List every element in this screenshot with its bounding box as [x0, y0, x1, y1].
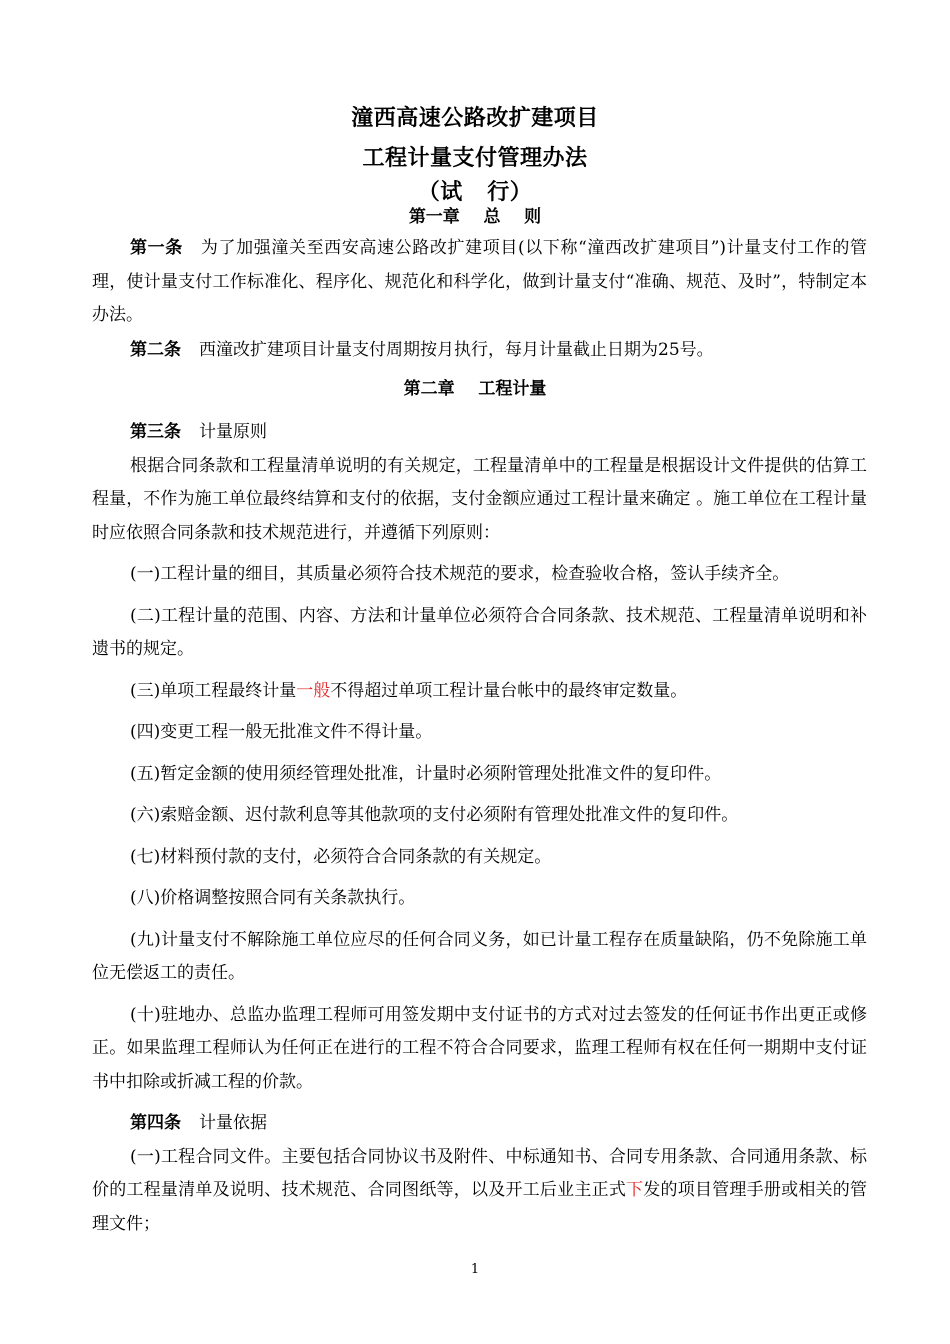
document-title-line2: 工程计量支付管理办法 — [362, 146, 588, 171]
article-1 — [92, 232, 867, 333]
article-2-label: 第二条 — [130, 339, 181, 360]
article-3 — [92, 416, 867, 450]
basis-item-1-text-a: (一)工程合同文件。主要包括合同协议书及附件、中标通知书、合同专用条款、合同通用条款、标价的工程量清单及说明、技术规范、合同图纸等，以及开工后业主正式 — [92, 1146, 867, 1200]
article-2-text: 西潼改扩建项目计量支付周期按月执行，每月计量截止日期为25号。 — [199, 339, 714, 360]
basis-item-1-text-b: 发的项目管理手册或相关的管理文件； — [92, 1180, 868, 1234]
chapter-1-heading: 第一章 总 则 — [408, 207, 542, 227]
document-title-trial: （试 行） — [417, 180, 533, 205]
article-3-intro: 根据合同条款和工程量清单说明的有关规定，工程量清单中的工程量是根据设计文件提供的估算工程量，不作为施工单位最终结算和支付的依据，支付金额应通过工程计量来确定 。施工单位在工程计量时应依照合同条款和技术规范进行，并遵循下列原则： — [92, 455, 867, 543]
article-4 — [92, 1107, 867, 1141]
page-number: 1 — [470, 1262, 480, 1277]
principle-item-3-text-b: 不得超过单项工程计量台帐中的最终审定数量。 — [330, 680, 688, 701]
article-2 — [92, 334, 867, 368]
principle-item-5: (五)暂定金额的使用须经管理处批准，计量时必须附管理处批准文件的复印件。 — [130, 763, 722, 784]
principle-item-1: (一)工程计量的细目，其质量必须符合技术规范的要求，检查验收合格，签认手续齐全。 — [130, 564, 790, 584]
article-3-label: 第三条 — [130, 422, 181, 442]
article-1-label: 第一条 — [130, 238, 183, 258]
article-4-text: 计量依据 — [199, 1113, 267, 1133]
principle-item-6: (六)索赔金额、迟付款利息等其他款项的支付必须附有管理处批准文件的复印件。 — [130, 805, 739, 825]
principle-item-3-highlight: 一般 — [296, 680, 331, 701]
principle-item-3-text-a: (三)单项工程最终计量 — [130, 680, 297, 701]
principle-item-10: (十)驻地办、总监办监理工程师可用签发期中支付证书的方式对过去签发的任何证书作出更正或修正。如果监理工程师认为任何正在进行的工程不符合合同要求，监理工程师有权在任何一期期中支付证书中扣除或折减工程的价款。 — [92, 1004, 867, 1092]
chapter-1-body — [92, 232, 867, 367]
basis-item-1-highlight: 下 — [626, 1180, 644, 1200]
principle-item-3 — [92, 675, 867, 709]
article-1-text: 为了加强潼关至西安高速公路改扩建项目(以下称“潼西改扩建项目”)计量支付工作的管理，使计量支付工作标准化、程序化、规范化和科学化，做到计量支付“准确、规范、及时”，特制定本办法。 — [92, 238, 867, 325]
principle-item-8: (八)价格调整按照合同有关条款执行。 — [130, 888, 416, 908]
chapter-2-heading: 第二章 工程计量 — [403, 379, 547, 399]
principle-item-4: (四)变更工程一般无批准文件不得计量。 — [130, 722, 433, 742]
chapter-2-body — [92, 416, 867, 1241]
principle-item-7: (七)材料预付款的支付，必须符合合同条款的有关规定。 — [130, 846, 552, 867]
principle-item-2: (二)工程计量的范围、内容、方法和计量单位必须符合合同条款、技术规范、工程量清单说明和补遗书的规定。 — [92, 605, 867, 659]
principle-item-9: (九)计量支付不解除施工单位应尽的任何合同义务，如已计量工程存在质量缺陷，仍不免除施工单位无偿返工的责任。 — [92, 929, 867, 983]
document-title-line1: 潼西高速公路改扩建项目 — [351, 106, 599, 131]
article-3-text: 计量原则 — [199, 422, 267, 442]
article-4-label: 第四条 — [130, 1113, 181, 1133]
basis-item-1 — [92, 1141, 867, 1242]
